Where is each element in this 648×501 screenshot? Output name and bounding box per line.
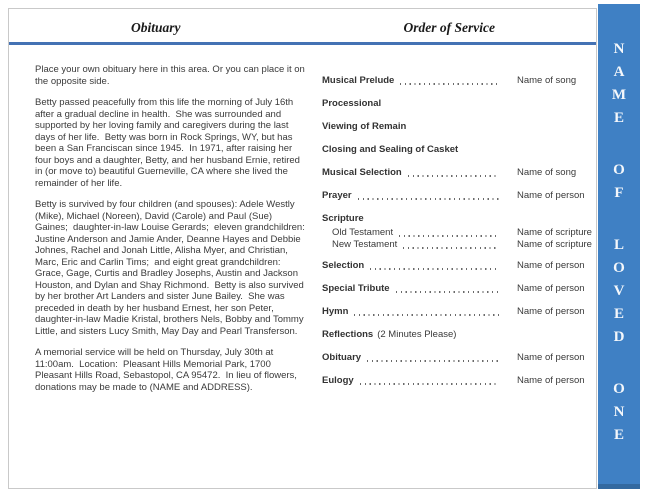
service-item-value: Name of person (517, 260, 585, 271)
name-of-loved-one-banner (598, 4, 640, 489)
service-item-musical-prelude (322, 75, 593, 87)
service-subitem-value: Name of scripture (517, 239, 592, 250)
service-item-closing-and-sealing (322, 144, 593, 156)
service-item-musical-selection (322, 167, 593, 179)
service-item-label: Special Tribute (322, 283, 390, 294)
dotted-leader (396, 291, 499, 293)
service-item-value: Name of person (517, 190, 585, 201)
dotted-leader (367, 360, 499, 362)
service-item-viewing-of-remain (322, 121, 593, 133)
service-item-reflections (322, 329, 593, 341)
sidebar-letter: N (613, 41, 625, 57)
service-item-eulogy (322, 375, 593, 387)
service-item-scripture (322, 213, 593, 225)
sidebar-letter: E (613, 110, 624, 126)
service-item-obituary (322, 352, 593, 364)
scripture-sub-items (322, 227, 593, 251)
service-subitem-new-testament (332, 239, 593, 251)
service-item-selection (322, 260, 593, 272)
program-page (8, 8, 597, 489)
dotted-leader (403, 247, 499, 249)
service-subitem-label: New Testament (332, 239, 398, 250)
dotted-leader (399, 235, 499, 237)
obituary-title: Obituary (130, 20, 181, 35)
dotted-leader (400, 83, 499, 85)
obituary-paragraph: A memorial service will be held on Thursday, July 30th at 11:00am. Location: Pleasant Hills Memorial Park, 1700 Pleasant Hills Road, Sebastopol, CA 95472. In lieu of flowers, donations may be made to (NAME and ADDRESS). (35, 347, 300, 393)
dotted-leader (370, 268, 499, 270)
sidebar-letter: D (613, 329, 625, 345)
sidebar-letter: E (613, 306, 624, 322)
service-item-suffix: (2 Minutes Please) (377, 329, 457, 340)
dotted-leader (358, 198, 499, 200)
sidebar-letter: N (613, 404, 625, 420)
dotted-leader (354, 314, 499, 316)
service-item-label: Closing and Sealing of Casket (322, 144, 459, 155)
sidebar-letter: L (613, 237, 624, 253)
sidebar-letter: O (613, 162, 625, 178)
service-item-label: Hymn (322, 306, 349, 317)
service-item-scripture-group (322, 213, 593, 251)
service-subitem-value: Name of scripture (517, 227, 592, 238)
service-item-label: Reflections (322, 329, 374, 340)
obituary-paragraph: Place your own obituary here in this area. Or you can place it on the opposite side. (35, 64, 308, 87)
sidebar-vertical-text (598, 38, 640, 447)
sidebar-letter: M (611, 87, 627, 103)
service-item-value: Name of person (517, 283, 585, 294)
sidebar-letter: E (613, 427, 624, 443)
service-item-label: Scripture (322, 213, 364, 224)
service-item-value: Name of song (517, 75, 577, 86)
service-item-label: Obituary (322, 352, 362, 363)
sidebar-letter: O (613, 260, 625, 276)
dotted-leader (408, 175, 499, 177)
dotted-leader (360, 383, 499, 385)
service-item-value: Name of person (517, 306, 585, 317)
page-header (9, 20, 596, 36)
service-subitem-old-testament (332, 227, 593, 239)
sidebar-letter: A (613, 64, 625, 80)
sidebar-letter: O (613, 381, 625, 397)
service-item-label: Musical Prelude (322, 75, 395, 86)
service-item-label: Eulogy (322, 375, 354, 386)
service-item-label: Processional (322, 98, 382, 109)
service-item-label: Selection (322, 260, 365, 271)
service-item-special-tribute (322, 283, 593, 295)
service-item-label: Musical Selection (322, 167, 402, 178)
obituary-panel (35, 64, 307, 403)
service-item-label: Viewing of Remain (322, 121, 407, 132)
sidebar-letter: V (613, 283, 625, 299)
service-item-value: Name of person (517, 352, 585, 363)
sidebar-letter: F (614, 185, 624, 201)
blue-divider-rule (9, 42, 596, 45)
service-item-hymn (322, 306, 593, 318)
obituary-paragraph: Betty passed peacefully from this life the morning of July 16th after a gradual decline in health. She was surrounded and supported by her loving family and caregivers during the last days of her life. Betty was born in Rock Springs, WY, but has been a San Franciscan since 1945. In 1971, after raising her four boys and a daughter, Betty, and her husband Ernie, retired in (or move to) beautiful Guerneville, CA where she lived the remainder of her life. (35, 97, 303, 189)
service-item-value: Name of song (517, 167, 577, 178)
service-item-prayer (322, 190, 593, 202)
service-subitem-label: Old Testament (332, 227, 394, 238)
service-item-value: Name of person (517, 375, 585, 386)
service-item-processional (322, 98, 593, 110)
order-of-service-title: Order of Service (403, 20, 495, 35)
order-of-service-panel (322, 75, 593, 398)
service-item-label: Prayer (322, 190, 352, 201)
obituary-paragraph: Betty is survived by four children (and spouses): Adele Westly (Mike), Michael (Noreen), David (Carole) and Paul (Sue) Gaines; daughter-in-law Louise Gerards; eleven grandchildren: Justine Anderson and Jamie Ander, Deanne Hayes and Debbie Johnes, Rachel and Jonah Little, Alisha Myer, and Christian, Marc, Eric and Carlin Tims; and eight great grandchildren: Grace, Gage, Curtis and Bradley Josephs, Austin and Jackson Houston, and Dylan and Shay Richmond. Betty is also survived by her brother Art Landers and sister June Bailey. She was preceded in death by her husband Ernest, her son Peter, daughter-in-law Madie Kristal, brothers Nels, Bobby and Tommy Little, and sisters Lucy Smith, May Day and Pearl Transferson. (35, 199, 308, 337)
